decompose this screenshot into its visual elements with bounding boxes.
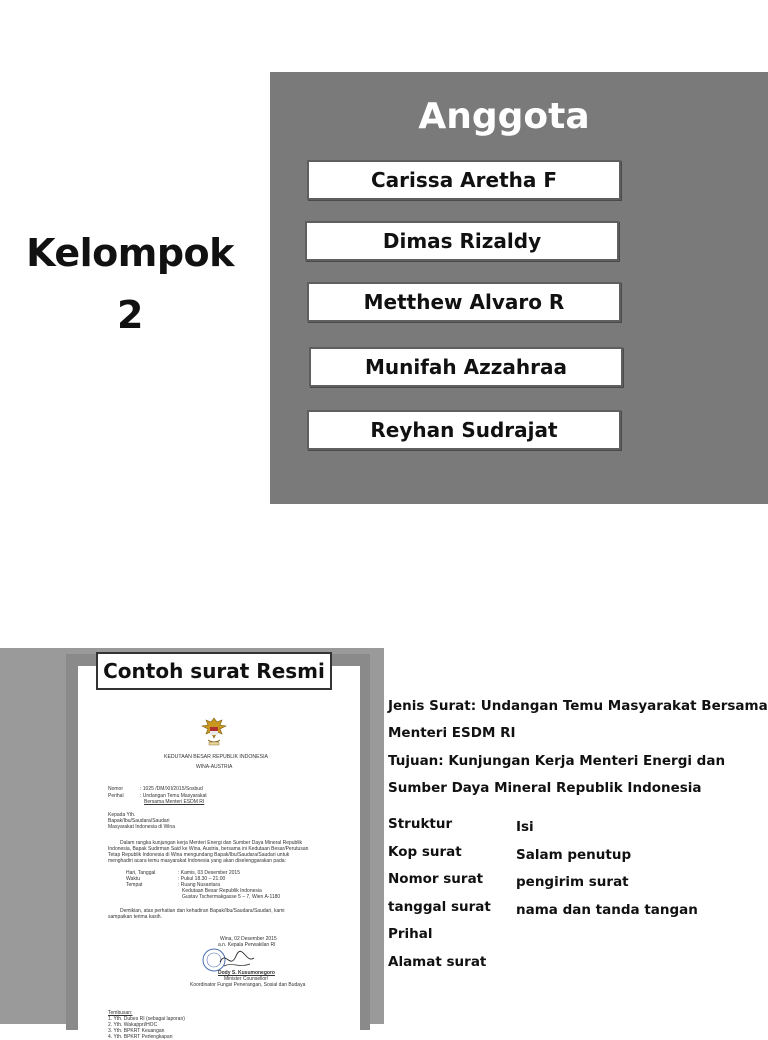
tujuan-line2: Sumber Daya Mineral Republik Indonesia: [388, 780, 702, 796]
letter-waktu-value: : Pukul 18.30 – 21.00: [178, 876, 226, 882]
isi-item: pengirim surat: [516, 874, 629, 890]
struktur-item: Struktur: [388, 816, 453, 832]
letter-kepada2: Bapak/Ibu/Saudara/Saudari: [108, 818, 170, 824]
letter-tempat-value: : Ruang Nusantara: [178, 882, 220, 888]
letter-city: WINA-AUSTRIA: [196, 764, 233, 770]
tujuan-line1: Tujuan: Kunjungan Kerja Menteri Energi dan: [388, 753, 726, 769]
example-title: Contoh surat Resmi: [96, 652, 332, 690]
slide-letter-example: [0, 648, 768, 1040]
letter-body-line: Tetap Republik Indonesia di Wina mengundang Bapak/Ibu/Saudara/Saudari untuk: [108, 852, 290, 858]
letter-nomor-label: Nomor: [108, 786, 124, 792]
letter-perihal-value2: Bersama Menteri ESDM RI: [144, 799, 205, 805]
letter-role: a.n. Kepala Perwakilan RI: [218, 942, 276, 948]
group-title-line2: 2: [117, 293, 143, 337]
letter-tembusan-item: 2. Yth. Wakappri/HOC: [108, 1022, 158, 1028]
struktur-item: Prihal: [388, 926, 433, 942]
letter-date-place: Wina, 02 Desember 2015: [220, 936, 277, 942]
struktur-item: Kop surat: [388, 844, 462, 860]
letter-signer: Dody S. Kusumonegoro: [218, 970, 275, 976]
letter-body-line: Dalam rangka kunjungan kerja Menteri Energi dan Sumber Daya Mineral Republik: [120, 840, 303, 846]
letter-closing-line: Demikian, atas perhatian dan kehadiran Bapak/Ibu/Saudara/Saudari, kami: [120, 908, 285, 914]
letter-tembusan-item: 4. Yth. BPKRT Perlengkapan: [108, 1034, 173, 1040]
group-title-line1: Kelompok: [26, 231, 234, 275]
struktur-item: tanggal surat: [388, 899, 491, 915]
letter-kop: KEDUTAAN BESAR REPUBLIK INDONESIA: [164, 754, 268, 760]
letter-kepada: Kepada Yth.: [108, 812, 136, 818]
letter-body-line: menghadiri acara temu masyarakat Indonesia yang akan diselenggarakan pada:: [108, 858, 286, 864]
letter-tembusan-item: 1. Yth. Dubes RI (sebagai laporan): [108, 1016, 185, 1022]
letter-image: [78, 666, 360, 1040]
slide-members: [0, 0, 768, 512]
panel-title: Anggota: [418, 96, 590, 137]
member-box: Metthew Alvaro R: [307, 282, 621, 322]
isi-item: Isi: [516, 819, 534, 835]
isi-item: Salam penutup: [516, 847, 632, 863]
member-box: Dimas Rizaldy: [305, 221, 619, 261]
letter-perihal-label: Perihal: [108, 793, 124, 799]
member-box: Munifah Azzahraa: [309, 347, 623, 387]
letter-hari-value: : Kamis, 03 Desember 2015: [178, 870, 240, 876]
jenis-surat-line1: Jenis Surat: Undangan Temu Masyarakat Bersama: [388, 698, 768, 714]
member-box: Carissa Aretha F: [307, 160, 621, 200]
members-panel: [270, 72, 768, 504]
jenis-surat-line2: Menteri ESDM RI: [388, 725, 516, 741]
letter-tempat-label: Tempat: [126, 882, 143, 888]
letter-tempat-value3: Gustav Tschermakgasse 5 – 7, Wien A-1180: [182, 894, 281, 900]
letter-signer-dept: Koordinator Fungsi Penerangan, Sosial dan Budaya: [190, 982, 306, 988]
letter-signer-title: Minister Counsellor/: [224, 976, 269, 982]
member-box: Reyhan Sudrajat: [307, 410, 621, 450]
letter-nomor-value: : 1025 /DM/XII/2015/Sosbud: [140, 786, 203, 792]
letter-perihal-value: : Undangan Temu Masyarakat: [140, 793, 207, 799]
letter-hari-label: Hari, Tanggal: [126, 870, 156, 876]
isi-item: nama dan tanda tangan: [516, 902, 698, 918]
struktur-item: Alamat surat: [388, 954, 487, 970]
struktur-item: Nomor surat: [388, 871, 484, 887]
letter-waktu-label: Waktu: [126, 876, 140, 882]
letter-tembusan-item: 3. Yth. BPKRT Keuangan: [108, 1028, 165, 1034]
letter-body-line: Indonesia, Bapak Sudirman Said ke Wina, Austria, bersama ini Kedutaan Besar/Perutusan: [108, 846, 309, 852]
letter-kepada3: Masyarakat Indonesia di Wina: [108, 824, 175, 830]
group-title: [20, 222, 240, 346]
letter-closing-line: sampaikan terima kasih.: [108, 914, 162, 920]
letter-tembusan: Tembusan:: [108, 1010, 133, 1016]
garuda-emblem-icon: [200, 716, 228, 748]
letter-tempat-value2: Kedutaan Besar Republik Indonesia: [182, 888, 262, 894]
